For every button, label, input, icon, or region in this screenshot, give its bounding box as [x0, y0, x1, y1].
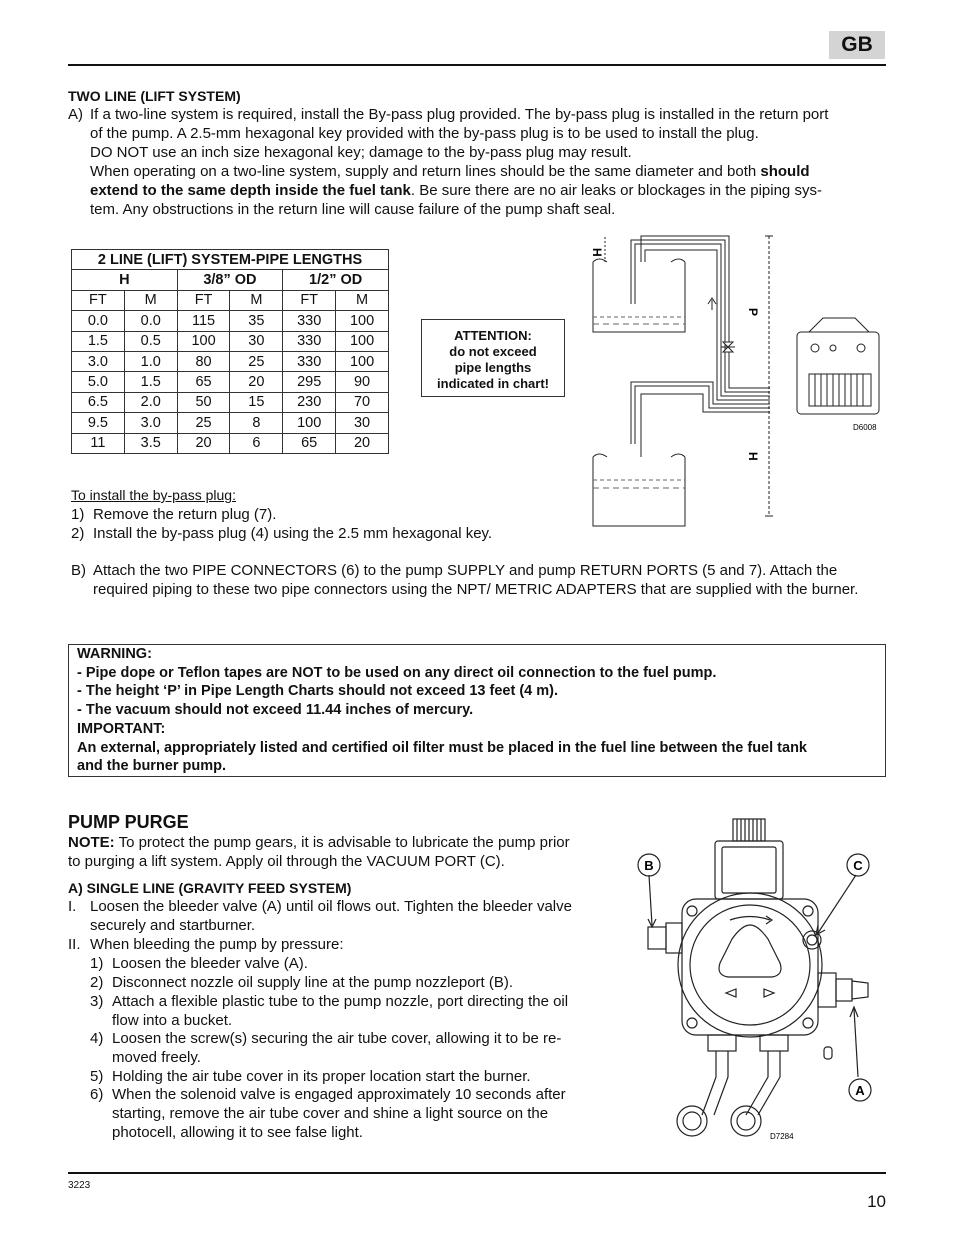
attention-box	[421, 319, 565, 397]
table-cell: 15	[230, 392, 283, 412]
pump-triangle-cover	[719, 925, 781, 977]
table-cell: 65	[177, 372, 230, 392]
para-a-line2: of the pump. A 2.5-mm hexagonal key provided with the by-pass plug is to be used to install the plug.	[90, 125, 759, 142]
table-group-12: 1/2” OD	[283, 270, 389, 290]
table-cell: 3.0	[124, 413, 177, 433]
para-b-line1: Attach the two PIPE CONNECTORS (6) to the pump SUPPLY and pump RETURN PORTS (5 and 7). Attach the	[93, 562, 838, 579]
install-step2-num: 2)	[71, 525, 85, 542]
warning-box	[68, 644, 886, 777]
label-c: C	[853, 858, 863, 873]
table-cell: 100	[336, 311, 389, 331]
two-line-title: TWO LINE (LIFT SYSTEM)	[68, 88, 241, 104]
upper-tank	[593, 262, 685, 332]
table-cell: 6.5	[72, 392, 125, 412]
table-cell: 8	[230, 413, 283, 433]
label-a: A	[855, 1083, 865, 1098]
table-cell: 230	[283, 392, 336, 412]
two-line-system-diagram	[585, 232, 885, 532]
pump-body	[682, 899, 818, 1035]
table-cell: 9.5	[72, 413, 125, 433]
language-badge: GB	[829, 31, 885, 59]
table-cell: 90	[336, 372, 389, 392]
pump-purge-title: PUMP PURGE	[68, 812, 189, 832]
para-b-line2: required piping to these two pipe connectors using the NPT/ METRIC ADAPTERS that are supplied with the burner.	[93, 581, 859, 598]
substep-2-num: 2)	[90, 974, 104, 991]
para-a-line4-bold: should	[760, 163, 810, 180]
warning-line: An external, appropriately listed and certified oil filter must be placed in the fuel line between the fuel tank	[77, 739, 807, 756]
table-cell: 0.0	[124, 311, 177, 331]
substep-4-line2: moved freely.	[112, 1049, 201, 1066]
table-cell: 30	[336, 413, 389, 433]
install-heading: To install the by-pass plug:	[71, 487, 236, 503]
diagram1-code: D6008	[853, 423, 877, 432]
attention-line: indicated in chart!	[437, 376, 549, 391]
table-cell: 11	[72, 433, 125, 453]
table-row	[72, 392, 389, 412]
para-a-line5-bold: extend to the same depth inside the fuel tank	[90, 182, 411, 199]
label-h-bottom: H	[746, 452, 760, 461]
table-cell: 6	[230, 433, 283, 453]
table-row	[72, 311, 389, 331]
table-cell: 5.0	[72, 372, 125, 392]
table-cell: 25	[177, 413, 230, 433]
substep-1: Loosen the bleeder valve (A).	[112, 955, 308, 972]
header-rule	[68, 64, 886, 66]
attention-line: ATTENTION:	[454, 328, 532, 343]
purge-note-label: NOTE:	[68, 834, 115, 851]
table-cell: 25	[230, 351, 283, 371]
pump-diagram	[630, 815, 886, 1145]
substep-5-num: 5)	[90, 1068, 104, 1085]
single-line-title: A) SINGLE LINE (GRAVITY FEED SYSTEM)	[68, 880, 352, 896]
table-row	[72, 433, 389, 453]
step-i-line2: securely and startburner.	[90, 917, 256, 934]
para-a-line4-text: When operating on a two-line system, supply and return lines should be the same diameter and both	[90, 163, 761, 180]
table-unit: M	[230, 290, 283, 310]
step-ii-num: II.	[68, 936, 81, 953]
table-unit: M	[336, 290, 389, 310]
table-cell: 115	[177, 311, 230, 331]
bleeder-valve-a	[852, 981, 868, 999]
install-step1-num: 1)	[71, 506, 85, 523]
table-cell: 330	[283, 311, 336, 331]
para-a-line1: If a two-line system is required, install the By-pass plug provided. The by-pass plug is installed in the return port	[90, 106, 829, 123]
page-number: 10	[867, 1192, 886, 1211]
install-step1: Remove the return plug (7).	[93, 506, 277, 523]
label-p: P	[746, 308, 760, 317]
table-cell: 330	[283, 351, 336, 371]
para-a-line6: tem. Any obstructions in the return line will cause failure of the pump shaft seal.	[90, 201, 616, 218]
warning-line: - The height ‘P’ in Pipe Length Charts should not exceed 13 feet (4 m).	[77, 683, 558, 700]
table-cell: 80	[177, 351, 230, 371]
table-cell: 20	[177, 433, 230, 453]
lower-tank	[593, 457, 685, 526]
table-cell: 70	[336, 392, 389, 412]
table-unit: M	[124, 290, 177, 310]
substep-5: Holding the air tube cover in its proper location start the burner.	[112, 1068, 531, 1085]
table-cell: 100	[177, 331, 230, 351]
purge-note-line1	[68, 833, 570, 852]
substep-4-line1: Loosen the screw(s) securing the air tube cover, allowing it to be re-	[112, 1030, 562, 1047]
substep-3-line2: flow into a bucket.	[112, 1012, 233, 1029]
table-group-h: H	[72, 270, 178, 290]
table-row	[72, 372, 389, 392]
table-cell: 0.0	[72, 311, 125, 331]
table-cell: 100	[336, 331, 389, 351]
table-unit: FT	[177, 290, 230, 310]
label-b: B	[644, 858, 654, 873]
table-cell: 3.0	[72, 351, 125, 371]
label-h-top: H	[590, 248, 604, 257]
attention-line: do not exceed	[449, 344, 537, 359]
step-i-num: I.	[68, 898, 77, 915]
footer-rule	[68, 1172, 886, 1174]
table-cell: 0.5	[124, 331, 177, 351]
table-unit: FT	[283, 290, 336, 310]
table-cell: 20	[230, 372, 283, 392]
warning-line: - The vacuum should not exceed 11.44 inches of mercury.	[77, 702, 474, 719]
nozzle-port-b	[648, 927, 666, 949]
step-ii-line1: When bleeding the pump by pressure:	[90, 936, 344, 953]
table-cell: 30	[230, 331, 283, 351]
pipe-length-table	[71, 249, 389, 454]
para-a-line3: DO NOT use an inch size hexagonal key; damage to the by-pass plug may result.	[90, 144, 632, 161]
table-cell: 20	[336, 433, 389, 453]
table-cell: 330	[283, 331, 336, 351]
table-cell: 1.5	[72, 331, 125, 351]
table-cell: 35	[230, 311, 283, 331]
purge-note-text: To protect the pump gears, it is advisable to lubricate the pump prior	[114, 834, 570, 851]
para-a-line5-text: . Be sure there are no air leaks or blockages in the piping sys-	[410, 182, 822, 199]
table-title: 2 LINE (LIFT) SYSTEM-PIPE LENGTHS	[72, 250, 389, 270]
substep-3-num: 3)	[90, 993, 104, 1010]
table-cell: 1.0	[124, 351, 177, 371]
table-cell: 3.5	[124, 433, 177, 453]
table-cell: 100	[283, 413, 336, 433]
warning-line: and the burner pump.	[77, 758, 227, 775]
attention-line: pipe lengths	[454, 360, 532, 375]
table-cell: 295	[283, 372, 336, 392]
substep-6-line3: photocell, allowing it to see false light.	[112, 1124, 363, 1141]
substep-3-line1: Attach a flexible plastic tube to the pump nozzle, port directing the oil	[112, 993, 569, 1010]
substep-6-num: 6)	[90, 1086, 104, 1103]
table-row	[72, 351, 389, 371]
table-row	[72, 413, 389, 433]
step-i-line1: Loosen the bleeder valve (A) until oil flows out. Tighten the bleeder valve	[90, 898, 572, 915]
table-cell: 2.0	[124, 392, 177, 412]
substep-4-num: 4)	[90, 1030, 104, 1047]
table-row	[72, 331, 389, 351]
install-step2: Install the by-pass plug (4) using the 2.5 mm hexagonal key.	[93, 525, 493, 542]
warning-line: - Pipe dope or Teflon tapes are NOT to be used on any direct oil connection to the fuel pump.	[77, 664, 717, 681]
para-a-label: A)	[68, 106, 83, 123]
table-cell: 65	[283, 433, 336, 453]
diagram2-code: D7284	[770, 1132, 794, 1141]
para-b-label: B)	[71, 562, 86, 579]
table-group-38: 3/8” OD	[177, 270, 283, 290]
table-cell: 50	[177, 392, 230, 412]
warning-line: WARNING:	[77, 646, 152, 662]
substep-2: Disconnect nozzle oil supply line at the pump nozzleport (B).	[112, 974, 514, 991]
purge-note-line2: to purging a lift system. Apply oil through the VACUUM PORT (C).	[68, 853, 505, 870]
para-a-line5	[90, 181, 822, 200]
table-cell: 100	[336, 351, 389, 371]
doc-number: 3223	[68, 1180, 91, 1191]
substep-1-num: 1)	[90, 955, 104, 972]
para-a-line4	[90, 162, 810, 181]
warning-line: IMPORTANT:	[77, 720, 166, 737]
substep-6-line2: starting, remove the air tube cover and shine a light source on the	[112, 1105, 549, 1122]
table-unit: FT	[72, 290, 125, 310]
table-cell: 1.5	[124, 372, 177, 392]
substep-6-line1: When the solenoid valve is engaged approximately 10 seconds after	[112, 1086, 566, 1103]
